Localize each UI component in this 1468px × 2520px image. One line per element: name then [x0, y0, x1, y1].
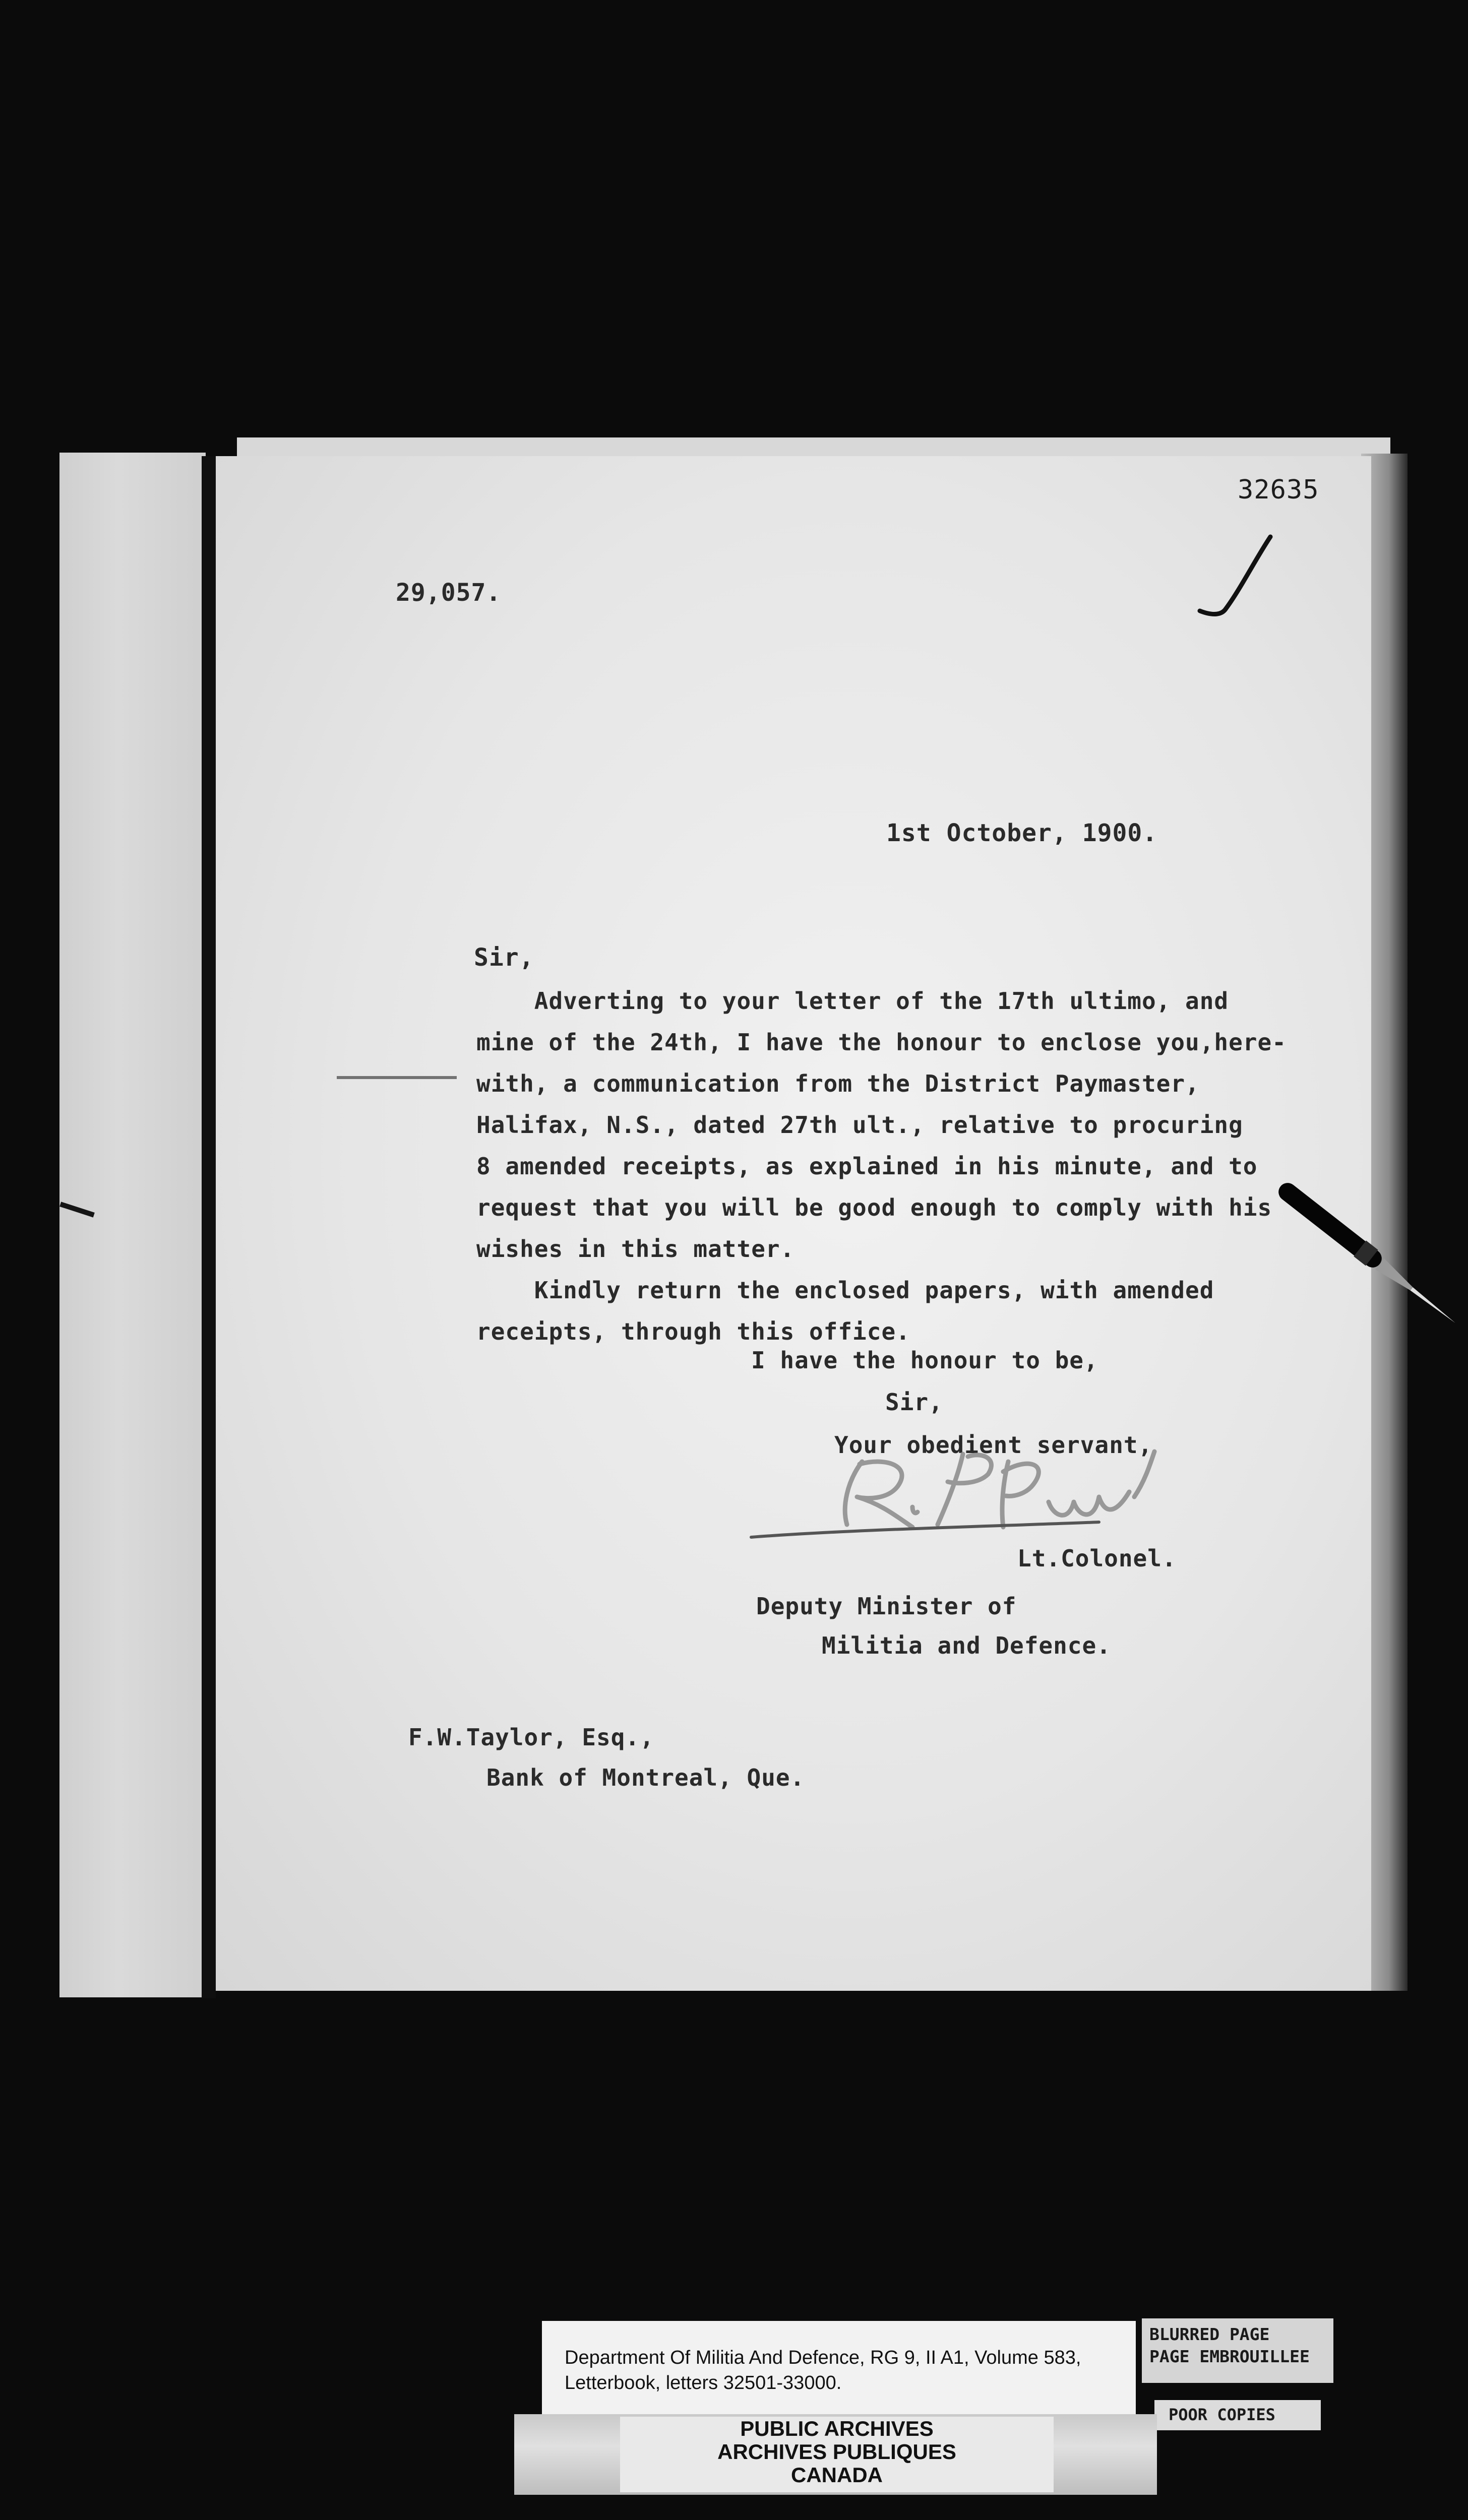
body-line: wishes in this matter.	[476, 1235, 795, 1263]
signatory-title-2: Militia and Defence.	[822, 1632, 1111, 1659]
left-page	[59, 453, 206, 1997]
archives-label	[620, 2417, 1054, 2492]
body-line: with, a communication from the District Paymaster,	[476, 1070, 1200, 1097]
letter-body	[476, 980, 1287, 1352]
body-line: request that you will be good enough to comply with his	[476, 1194, 1272, 1221]
archives-line-1: PUBLIC ARCHIVES	[740, 2417, 934, 2440]
letter-date: 1st October, 1900.	[886, 819, 1158, 847]
archives-line-3: CANADA	[791, 2463, 883, 2487]
page-number: 32635	[1238, 475, 1319, 505]
closing-line: I have the honour to be,	[751, 1347, 1098, 1374]
body-line: Kindly return the enclosed papers, with amended	[476, 1277, 1214, 1304]
addressee-name: F.W.Taylor, Esq.,	[408, 1724, 654, 1751]
body-line: 8 amended receipts, as explained in his minute, and to	[476, 1153, 1258, 1180]
citation-line-1: Department Of Militia And Defence, RG 9, II A1, Volume 583,	[565, 2347, 1081, 2368]
archives-line-2: ARCHIVES PUBLIQUES	[717, 2440, 956, 2464]
file-number: 29,057.	[396, 579, 502, 607]
body-line: Adverting to your letter of the 17th ultimo, and	[476, 987, 1229, 1015]
handwritten-signature	[746, 1441, 1200, 1557]
citation-line-2: Letterbook, letters 32501-33000.	[565, 2372, 842, 2393]
poor-copies-text: POOR COPIES	[1169, 2405, 1275, 2424]
closing-sir: Sir,	[885, 1389, 943, 1416]
body-line: Halifax, N.S., dated 27th ult., relative to procuring	[476, 1111, 1243, 1139]
poor-copies-stamp	[1154, 2400, 1321, 2430]
citation-label	[542, 2321, 1136, 2417]
check-mark-icon	[1195, 529, 1280, 620]
blurred-page-stamp	[1142, 2318, 1333, 2383]
closing-servant: Your obedient servant,	[834, 1431, 1153, 1459]
page-embrouillee-text: PAGE EMBROUILLEE	[1149, 2347, 1310, 2366]
signatory-rank: Lt.Colonel.	[1017, 1545, 1177, 1572]
salutation: Sir,	[474, 943, 534, 972]
body-line: mine of the 24th, I have the honour to enclose you,here-	[476, 1029, 1287, 1056]
addressee-address: Bank of Montreal, Que.	[486, 1764, 805, 1791]
body-line: receipts, through this office.	[476, 1318, 910, 1345]
signatory-title-1: Deputy Minister of	[756, 1593, 1017, 1620]
book-gutter	[202, 456, 216, 1998]
margin-strike-mark	[337, 1076, 457, 1079]
blurred-page-text: BLURRED PAGE	[1149, 2324, 1270, 2344]
